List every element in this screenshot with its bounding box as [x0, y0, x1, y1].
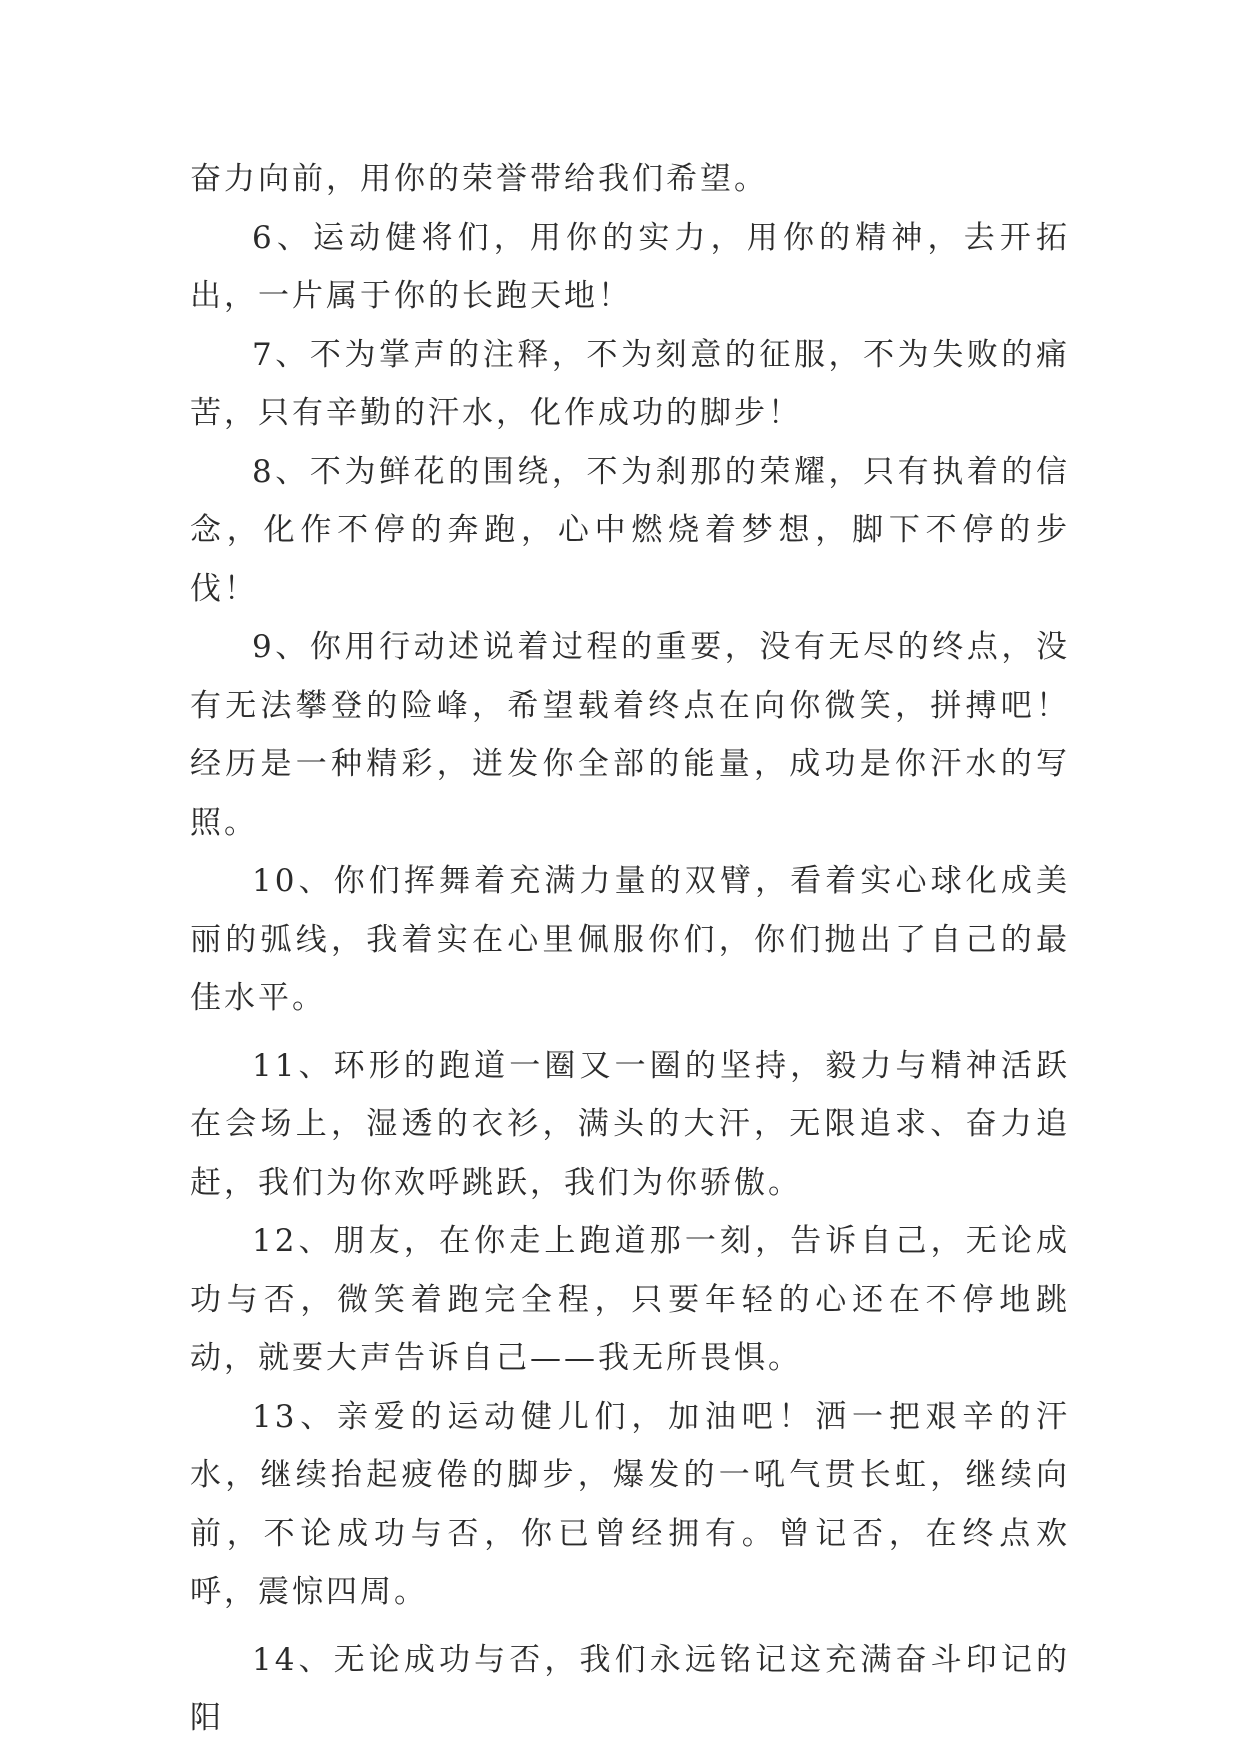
- paragraph-continuation: 奋力向前，用你的荣誉带给我们希望。: [190, 161, 768, 197]
- paragraph-13: 13、亲爱的运动健儿们，加油吧！洒一把艰辛的汗水，继续抬起疲倦的脚步，爆发的一吼气贯长虹，继续向前，不论成功与否，你已曾经拥有。曾记否，在终点欢呼，震惊四周。: [190, 1398, 1070, 1610]
- paragraph-11: 11、环形的跑道一圈又一圈的坚持，毅力与精神活跃在会场上，湿透的衣衫，满头的大汗，无限追求、奋力追赶，我们为你欢呼跳跃，我们为你骄傲。: [190, 1047, 1070, 1201]
- paragraph-10: 10、你们挥舞着充满力量的双臂，看着实心球化成美丽的弧线，我着实在心里佩服你们，你们抛出了自己的最佳水平。: [190, 863, 1070, 1016]
- paragraph-7: 7、不为掌声的注释，不为刻意的征服，不为失败的痛苦，只有辛勤的汗水，化作成功的脚步！: [190, 336, 1070, 431]
- paragraph-14: 14、无论成功与否，我们永远铭记这充满奋斗印记的阳: [190, 1641, 1070, 1736]
- paragraph-6: 6、运动健将们，用你的实力，用你的精神，去开拓出，一片属于你的长跑天地！: [190, 219, 1070, 314]
- paragraph-8: 8、不为鲜花的围绕，不为刹那的荣耀，只有执着的信念，化作不停的奔跑，心中燃烧着梦想，脚下不停的步伐！: [190, 453, 1070, 607]
- paragraph-12: 12、朋友，在你走上跑道那一刻，告诉自己，无论成功与否，微笑着跑完全程，只要年轻的心还在不停地跳动，就要大声告诉自己——我无所畏惧。: [190, 1223, 1070, 1376]
- paragraph-9: 9、你用行动述说着过程的重要，没有无尽的终点，没有无法攀登的险峰，希望载着终点在向你微笑，拼搏吧！经历是一种精彩，迸发你全部的能量，成功是你汗水的写照。: [190, 629, 1070, 841]
- document-body: [190, 150, 1070, 1748]
